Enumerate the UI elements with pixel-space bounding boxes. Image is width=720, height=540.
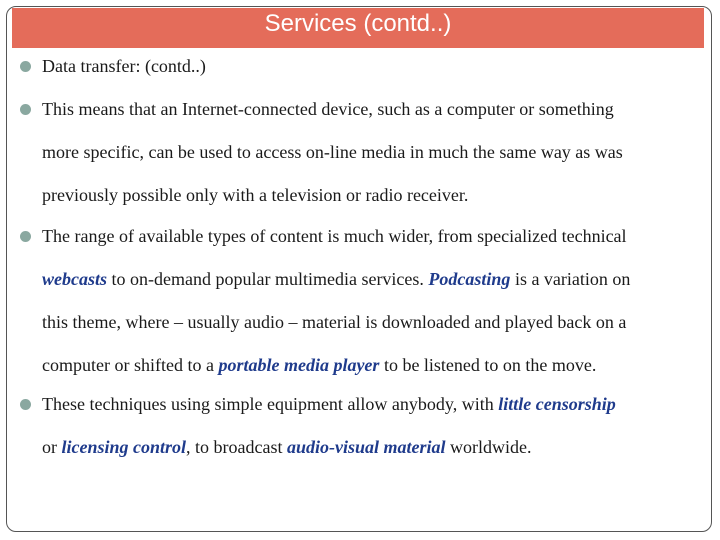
bullet-item (42, 88, 702, 217)
text-segment: to on-demand popular multimedia services. (107, 269, 429, 289)
emphasized-term: little censorship (498, 394, 616, 414)
bullet-line (42, 45, 702, 88)
text-segment: previously possible only with a television or radio receiver. (42, 185, 469, 205)
bullet-line (42, 131, 702, 174)
emphasized-term: webcasts (42, 269, 107, 289)
text-segment: or (42, 437, 62, 457)
text-segment: is a variation on (510, 269, 631, 289)
title-bar (12, 8, 704, 48)
emphasized-term: Podcasting (428, 269, 511, 289)
text-segment: , to broadcast (186, 437, 287, 457)
text-segment: Data transfer: (contd..) (42, 56, 206, 76)
bullet-line (42, 258, 702, 301)
text-segment: These techniques using simple equipment allow anybody, with (42, 394, 499, 414)
bullet-line (42, 383, 702, 426)
text-segment: This means that an Internet-connected device, such as a computer or something (42, 99, 614, 119)
bullet-dot-icon (20, 61, 31, 72)
bullet-dot-icon (20, 231, 31, 242)
text-segment: more specific, can be used to access on-line media in much the same way as was (42, 142, 623, 162)
bullet-item (42, 383, 702, 469)
bullet-line (42, 301, 702, 344)
bullet-item (42, 45, 702, 88)
emphasized-term: portable media player (218, 355, 380, 375)
bullet-line (42, 426, 702, 469)
text-segment: The range of available types of content is much wider, from specialized technical (42, 226, 627, 246)
emphasized-term: audio-visual material (286, 437, 446, 457)
bullet-dot-icon (20, 104, 31, 115)
emphasized-term: licensing control (61, 437, 187, 457)
bullet-item (42, 215, 702, 387)
bullet-line (42, 344, 702, 387)
text-segment: computer or shifted to a (42, 355, 219, 375)
bullet-line (42, 174, 702, 217)
bullet-line (42, 215, 702, 258)
text-segment: to be listened to on the move. (379, 355, 597, 375)
text-segment: worldwide. (445, 437, 532, 457)
slide-title: Services (contd..) (264, 10, 452, 37)
bullet-line (42, 88, 702, 131)
text-segment: this theme, where – usually audio – material is downloaded and played back on a (42, 312, 627, 332)
bullet-dot-icon (20, 399, 31, 410)
